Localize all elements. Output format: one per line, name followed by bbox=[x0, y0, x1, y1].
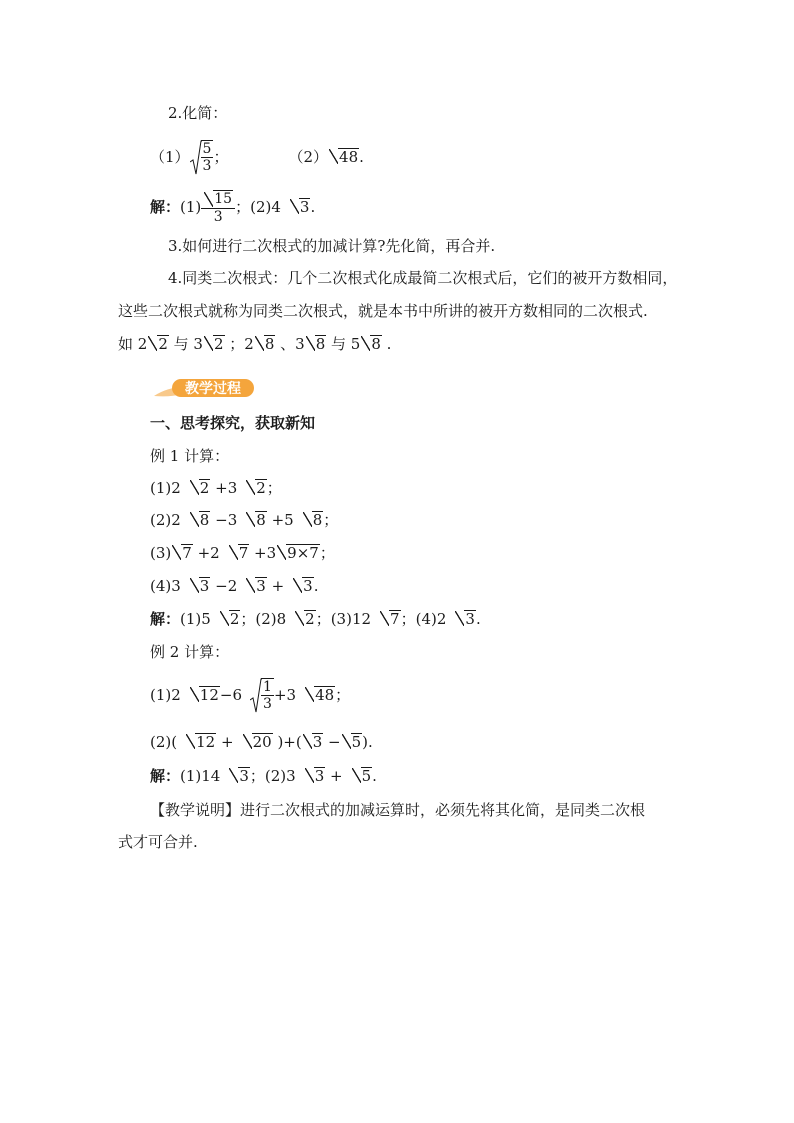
radicand: 3 bbox=[299, 198, 310, 216]
sqrt-3 bbox=[290, 197, 311, 217]
sqrt bbox=[342, 732, 363, 752]
text: −2 bbox=[215, 577, 238, 595]
text: ； bbox=[335, 686, 351, 704]
radicand: 3 bbox=[465, 610, 475, 628]
sqrt bbox=[277, 543, 320, 563]
radicand: 9×7 bbox=[287, 544, 319, 562]
text: +5 bbox=[271, 511, 294, 529]
text: (1)5 bbox=[180, 610, 211, 628]
text: (4)3 bbox=[150, 577, 181, 595]
text: +2 bbox=[197, 544, 220, 562]
example-1-title: 例 1 计算： bbox=[150, 447, 230, 465]
sqrt bbox=[204, 334, 225, 354]
sqrt bbox=[186, 732, 216, 752]
answer-lead: 解： bbox=[150, 767, 181, 785]
answer-1 bbox=[150, 187, 315, 227]
example-1-line-3 bbox=[150, 543, 335, 563]
sqrt-48 bbox=[329, 147, 359, 167]
radicand: 3 bbox=[239, 767, 249, 785]
text: ； bbox=[323, 511, 339, 529]
text: (3) bbox=[150, 544, 172, 562]
text: ； bbox=[266, 479, 282, 497]
radicand: 8 bbox=[315, 335, 326, 353]
example-1-line-2 bbox=[150, 510, 338, 530]
sqrt bbox=[305, 685, 335, 705]
text: ). bbox=[362, 733, 373, 751]
badge-text: 教学过程 bbox=[185, 380, 241, 396]
radicand: 8 bbox=[312, 511, 323, 529]
part-1-tail: ； bbox=[213, 148, 229, 166]
question-3: 3.如何进行二次根式的加减计算?先化简，再合并. bbox=[168, 237, 496, 255]
text: ； bbox=[319, 544, 335, 562]
section-badge bbox=[152, 376, 262, 400]
text: . bbox=[313, 577, 319, 595]
example-2-line-1 bbox=[150, 674, 350, 716]
radicand: 2 bbox=[305, 610, 315, 628]
text: . bbox=[386, 335, 392, 353]
sqrt bbox=[352, 766, 373, 786]
example-2-title: 例 2 计算： bbox=[150, 643, 230, 661]
text: (1)2 bbox=[150, 686, 181, 704]
text: . bbox=[372, 767, 377, 785]
fraction-numerator: 1 bbox=[263, 679, 272, 695]
sqrt bbox=[190, 576, 211, 596]
radicand: 2 bbox=[199, 479, 210, 497]
sqrt bbox=[190, 510, 211, 530]
sqrt bbox=[229, 766, 250, 786]
sqrt bbox=[361, 334, 382, 354]
text: (1)2 bbox=[150, 479, 181, 497]
section-1-title: 一、思考探究，获取新知 bbox=[150, 414, 316, 432]
question-4-line-2: 这些二次根式就称为同类二次根式，就是本书中所讲的被开方数相同的二次根式. bbox=[118, 302, 648, 320]
question-4-line-3 bbox=[118, 334, 391, 354]
sqrt bbox=[246, 478, 267, 498]
radicand: 2 bbox=[256, 479, 266, 497]
text: . bbox=[475, 610, 481, 628]
sqrt bbox=[255, 334, 276, 354]
sqrt bbox=[303, 732, 324, 752]
question-2-title: 2.化简： bbox=[168, 104, 228, 122]
sqrt-fraction bbox=[190, 140, 214, 174]
answer-lead: 解： bbox=[150, 610, 181, 628]
text: +3 bbox=[254, 544, 277, 562]
part-2-tail: . bbox=[359, 148, 364, 166]
text: 、3 bbox=[280, 335, 305, 353]
radicand: 48 bbox=[339, 148, 359, 166]
sqrt bbox=[190, 478, 211, 498]
answer-lead: 解： bbox=[150, 198, 181, 216]
answer-part-1: (1) bbox=[180, 198, 202, 216]
fraction-denominator: 3 bbox=[263, 696, 272, 712]
text: +3 bbox=[215, 479, 238, 497]
text: ；(2)8 bbox=[240, 610, 287, 628]
radicand: 3 bbox=[199, 577, 210, 595]
text: + bbox=[330, 767, 343, 785]
text: ；(2)3 bbox=[249, 767, 296, 785]
text: ；(3)12 bbox=[315, 610, 372, 628]
example-1-line-4 bbox=[150, 576, 318, 596]
badge-swoosh-icon bbox=[152, 376, 262, 400]
text: + bbox=[271, 577, 285, 595]
teaching-note-line-1: 【教学说明】进行二次根式的加减运算时，必须先将其化简，是同类二次根 bbox=[150, 801, 646, 819]
sqrt bbox=[293, 576, 314, 596]
radicand: 8 bbox=[264, 335, 275, 353]
sqrt bbox=[306, 334, 327, 354]
radicand: 2 bbox=[213, 335, 224, 353]
sqrt bbox=[295, 609, 316, 629]
answer-part-2: (2)4 bbox=[250, 198, 281, 216]
radicand: 8 bbox=[199, 511, 210, 529]
example-2-answer bbox=[150, 766, 377, 786]
text: 与 3 bbox=[173, 335, 203, 353]
radicand: 2 bbox=[229, 610, 240, 628]
radicand: 15 bbox=[214, 190, 233, 207]
question-2-parts bbox=[150, 140, 364, 174]
question-4-line-1: 4.同类二次根式：几个二次根式化成最简二次根式后，它们的被开方数相同， bbox=[168, 269, 678, 287]
radicand: 12 bbox=[196, 733, 216, 751]
example-1-answer bbox=[150, 609, 481, 629]
radicand: 3 bbox=[303, 577, 313, 595]
radicand: 5 bbox=[351, 733, 362, 751]
fraction-denominator: 3 bbox=[202, 158, 212, 174]
text: (1)14 bbox=[180, 767, 221, 785]
text: 如 2 bbox=[118, 335, 148, 353]
text: −6 bbox=[219, 686, 243, 704]
text: + bbox=[220, 733, 234, 751]
text: +3 bbox=[273, 686, 297, 704]
text: )+( bbox=[277, 733, 302, 751]
fraction-denominator: 3 bbox=[213, 208, 223, 225]
text: (2)( bbox=[150, 733, 178, 751]
sqrt bbox=[246, 576, 267, 596]
radicand: 3 bbox=[256, 577, 266, 595]
text: ；(4)2 bbox=[400, 610, 447, 628]
separator: ； bbox=[235, 198, 251, 216]
text: 与 5 bbox=[331, 335, 361, 353]
answer-fraction bbox=[201, 190, 235, 225]
end-mark: . bbox=[310, 198, 316, 216]
sqrt bbox=[190, 685, 220, 705]
sqrt bbox=[305, 766, 326, 786]
sqrt bbox=[455, 609, 476, 629]
radicand: 12 bbox=[199, 686, 219, 704]
sqrt bbox=[172, 543, 193, 563]
fraction-numerator: 5 bbox=[202, 141, 212, 157]
radicand: 48 bbox=[315, 686, 335, 704]
sqrt bbox=[243, 732, 273, 752]
text: −3 bbox=[215, 511, 238, 529]
text: (2)2 bbox=[150, 511, 181, 529]
sqrt-fraction bbox=[250, 678, 274, 712]
sqrt bbox=[148, 334, 169, 354]
sqrt bbox=[380, 609, 401, 629]
radicand: 2 bbox=[158, 335, 168, 353]
radicand: 3 bbox=[312, 733, 323, 751]
sqrt bbox=[229, 543, 250, 563]
radicand: 8 bbox=[371, 335, 381, 353]
text: ；2 bbox=[229, 335, 254, 353]
radicand: 20 bbox=[252, 733, 272, 751]
radicand: 7 bbox=[238, 544, 249, 562]
radicand: 8 bbox=[256, 511, 266, 529]
sqrt bbox=[246, 510, 267, 530]
radicand: 7 bbox=[182, 544, 192, 562]
part-1-label: （1） bbox=[150, 148, 190, 166]
teaching-note-line-2: 式才可合并. bbox=[118, 833, 198, 851]
example-2-line-2 bbox=[150, 732, 373, 752]
radicand: 5 bbox=[361, 767, 372, 785]
sqrt bbox=[220, 609, 241, 629]
radicand: 3 bbox=[314, 767, 325, 785]
text: − bbox=[328, 733, 341, 751]
part-2-label: （2） bbox=[288, 148, 329, 166]
sqrt bbox=[303, 510, 324, 530]
radicand: 7 bbox=[390, 610, 400, 628]
example-1-line-1 bbox=[150, 478, 282, 498]
